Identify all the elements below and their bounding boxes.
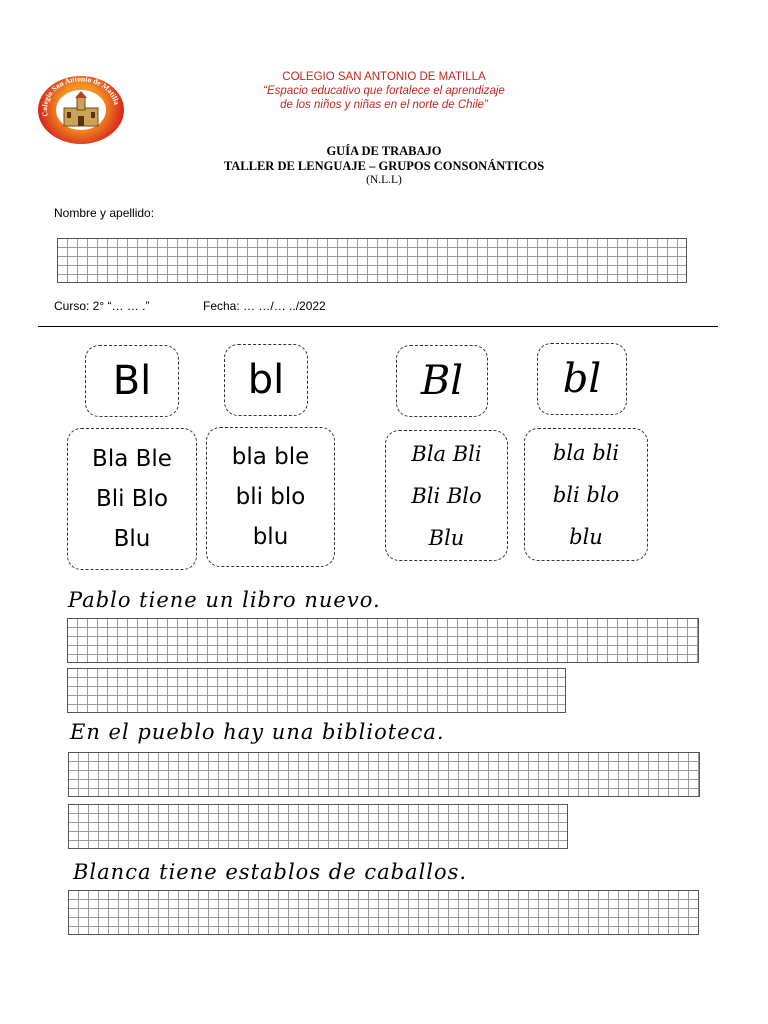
syllable-row: bla bli xyxy=(552,440,620,465)
card-cursive-upper-syllables xyxy=(385,430,508,561)
svg-text:Colegio San Antonio de Matilla: Colegio San Antonio de Matilla xyxy=(39,76,122,118)
name-writing-grid[interactable] xyxy=(57,238,687,283)
syllable-row: Bli Blo xyxy=(95,486,169,512)
sentence-1: Pablo tiene un libro nuevo. xyxy=(68,588,381,612)
syllable-row: bli blo xyxy=(552,482,620,507)
card-print-upper-syllables xyxy=(67,428,197,570)
writing-grid-1a[interactable] xyxy=(67,618,699,663)
writing-grid-3a[interactable] xyxy=(68,890,699,935)
sentence-2: En el pueblo hay una biblioteca. xyxy=(70,720,445,744)
writing-grid-2b[interactable] xyxy=(68,804,568,849)
card-print-lower xyxy=(224,344,308,416)
divider xyxy=(38,326,718,327)
writing-grid-1b[interactable] xyxy=(67,668,566,713)
school-motto-line1: “Espacio educativo que fortalece el aprendizaje xyxy=(263,85,505,97)
course-label: Curso: 2° “… … .” xyxy=(54,299,150,313)
cursive-lower-letter: bl xyxy=(562,356,602,402)
syllable-row: blu xyxy=(252,524,289,550)
school-motto-line2: de los niños y niñas en el norte de Chile” xyxy=(280,99,488,111)
card-print-upper xyxy=(85,345,179,417)
doc-title: GUÍA DE TRABAJO xyxy=(326,144,442,158)
name-label: Nombre y apellido: xyxy=(54,206,155,220)
syllable-row: Blu xyxy=(428,525,465,550)
print-upper-letter: Bl xyxy=(112,358,152,404)
syllable-row: Bla Bli xyxy=(411,441,482,466)
writing-grid-2a[interactable] xyxy=(68,752,700,797)
cursive-upper-letter: Bl xyxy=(420,358,464,404)
card-cursive-lower xyxy=(537,343,627,415)
doc-subject: TALLER DE LENGUAJE – GRUPOS CONSONÁNTICOS xyxy=(223,159,545,173)
syllable-row: blu xyxy=(569,524,603,549)
card-cursive-lower-syllables xyxy=(524,428,648,561)
sentence-3: Blanca tiene establos de caballos. xyxy=(73,860,468,884)
syllable-row: Blu xyxy=(113,526,151,552)
card-print-lower-syllables xyxy=(206,427,335,567)
card-cursive-upper xyxy=(396,345,488,417)
doc-subtitle: (N.L.L) xyxy=(366,174,402,186)
syllable-row: bli blo xyxy=(235,484,306,510)
school-name: COLEGIO SAN ANTONIO DE MATILLA xyxy=(282,71,486,83)
syllable-row: Bla Ble xyxy=(92,446,172,472)
date-label: Fecha: … …/… ../2022 xyxy=(203,299,326,313)
print-lower-letter: bl xyxy=(247,357,285,403)
syllable-row: bla ble xyxy=(231,444,310,470)
syllable-row: Bli Blo xyxy=(411,483,482,508)
